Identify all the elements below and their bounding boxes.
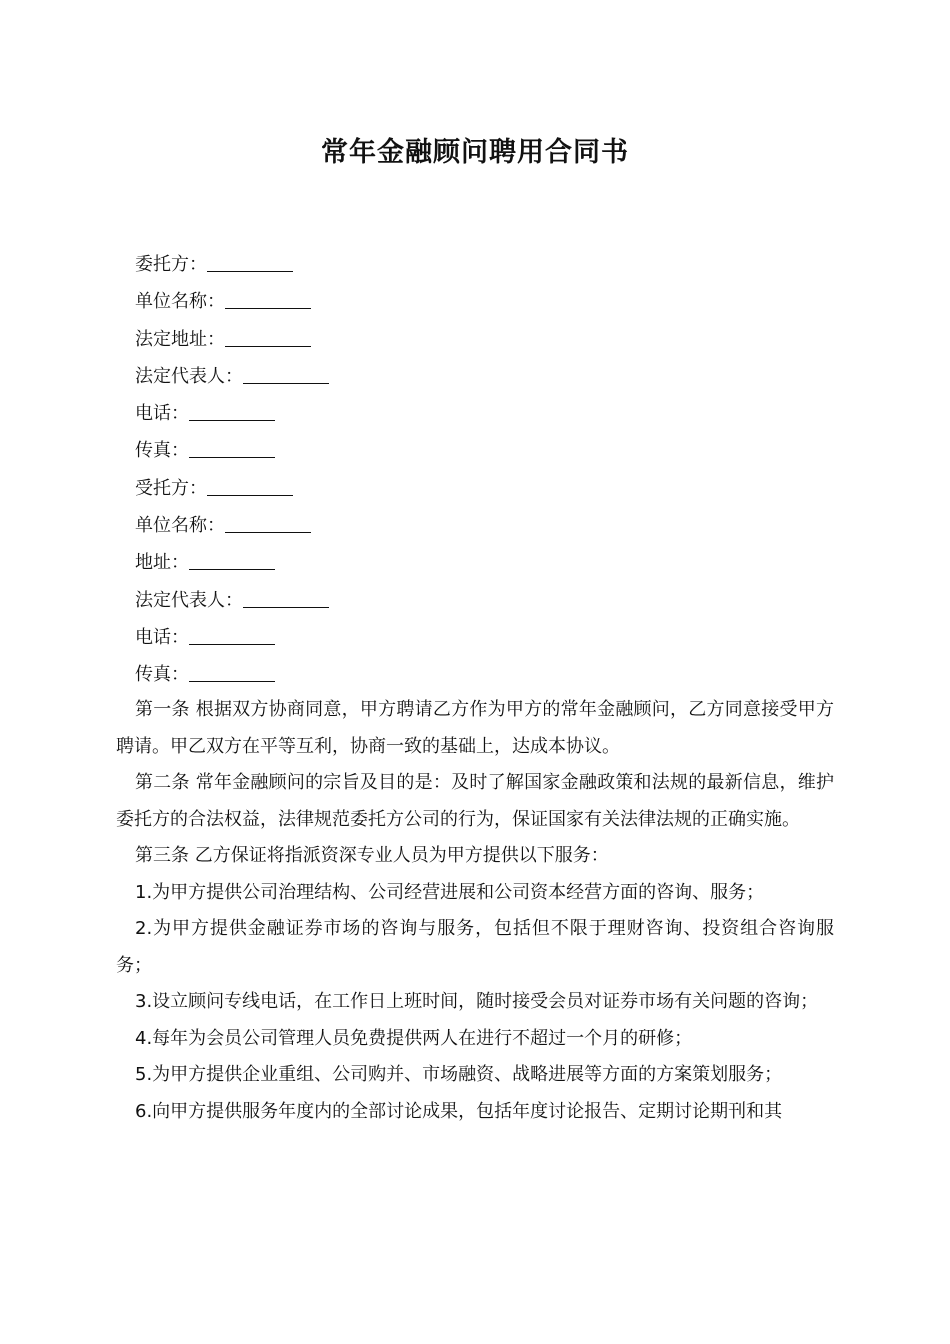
blank-line bbox=[207, 475, 293, 496]
document-title: 常年金融顾问聘用合同书 bbox=[321, 137, 629, 168]
service-item-6: 6.向甲方提供服务年度内的全部讨论成果，包括年度讨论报告、定期讨论期刊和其 bbox=[135, 1100, 783, 1122]
field-contractor-fax bbox=[135, 656, 835, 693]
field-client bbox=[135, 246, 835, 283]
party-info-fields bbox=[135, 246, 835, 694]
contract-body bbox=[116, 692, 834, 1130]
blank-line bbox=[189, 661, 275, 682]
service-item-2: 2.为甲方提供金融证券市场的咨询与服务，包括但不限于理财咨询、投资组合咨询服务； bbox=[116, 918, 834, 976]
field-label: 法定代表人： bbox=[135, 589, 243, 611]
blank-line bbox=[189, 400, 275, 421]
field-label: 电话： bbox=[135, 403, 189, 425]
field-label: 法定代表人： bbox=[135, 365, 243, 387]
blank-line bbox=[225, 326, 311, 347]
field-label: 委托方： bbox=[135, 254, 207, 275]
field-label: 传真： bbox=[135, 440, 189, 462]
article-3: 第三条 乙方保证将指派资深专业人员为甲方提供以下服务： bbox=[135, 845, 609, 866]
blank-line bbox=[243, 587, 329, 608]
field-client-representative bbox=[135, 358, 835, 395]
article-1: 第一条 根据双方协商同意，甲方聘请乙方作为甲方的常年金融顾问，乙方同意接受甲方聘请。甲乙双方在平等互利，协商一致的基础上，达成本协议。 bbox=[116, 699, 834, 757]
article-2: 第二条 常年金融顾问的宗旨及目的是：及时了解国家金融政策和法规的最新信息，维护委托方的合法权益，法律规范委托方公司的行为，保证国家有关法律法规的正确实施。 bbox=[116, 772, 834, 830]
blank-line bbox=[243, 363, 329, 384]
field-label: 电话： bbox=[135, 626, 189, 648]
field-label: 传真： bbox=[135, 664, 189, 686]
field-contractor-phone bbox=[135, 619, 835, 656]
field-label: 单位名称： bbox=[135, 515, 225, 537]
blank-line bbox=[207, 251, 293, 272]
field-client-address bbox=[135, 321, 835, 358]
service-item-3: 3.设立顾问专线电话，在工作日上班时间，随时接受会员对证券市场有关问题的咨询； bbox=[135, 991, 819, 1012]
field-client-company bbox=[135, 283, 835, 320]
blank-line bbox=[189, 437, 275, 458]
blank-line bbox=[225, 512, 311, 533]
field-label: 单位名称： bbox=[135, 291, 225, 313]
blank-line bbox=[189, 549, 275, 570]
blank-line bbox=[189, 624, 275, 645]
service-item-1: 1.为甲方提供公司治理结构、公司经营进展和公司资本经营方面的咨询、服务； bbox=[135, 881, 765, 903]
field-label: 法定地址： bbox=[135, 328, 225, 350]
field-client-phone bbox=[135, 395, 835, 432]
field-contractor-company bbox=[135, 507, 835, 544]
field-label: 受托方： bbox=[135, 477, 207, 499]
field-client-fax bbox=[135, 432, 835, 469]
field-contractor-address bbox=[135, 544, 835, 581]
field-contractor bbox=[135, 470, 835, 507]
service-item-4: 4.每年为会员公司管理人员免费提供两人在进行不超过一个月的研修； bbox=[135, 1027, 693, 1049]
blank-line bbox=[225, 288, 311, 309]
field-label: 地址： bbox=[135, 552, 189, 574]
service-item-5: 5.为甲方提供企业重组、公司购并、市场融资、战略进展等方面的方案策划服务； bbox=[135, 1064, 783, 1085]
field-contractor-representative bbox=[135, 582, 835, 619]
